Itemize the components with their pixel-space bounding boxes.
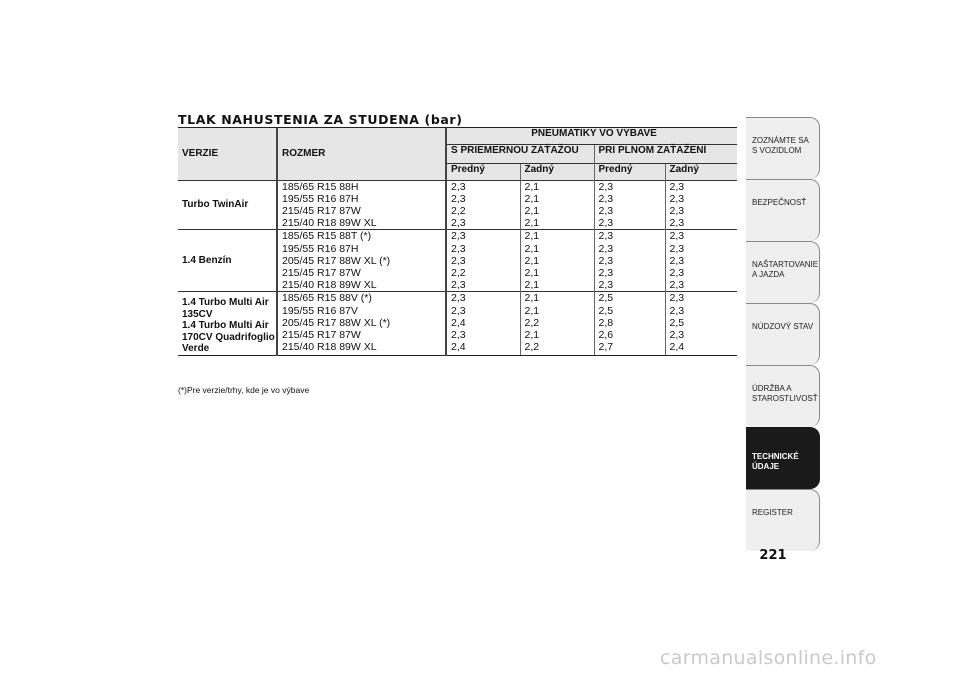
table-row xyxy=(178,180,737,230)
rear-medium-cell: 2,1 2,1 2,1 2,1 2,1 xyxy=(520,230,594,292)
front-medium-cell: 2,3 2,3 2,4 2,3 2,4 xyxy=(446,292,520,356)
rear-full-cell: 2,3 2,3 2,5 2,3 2,4 xyxy=(665,292,737,356)
rear-full-cell: 2,3 2,3 2,3 2,3 2,3 xyxy=(665,230,737,292)
front-full-cell: 2,5 2,5 2,8 2,6 2,7 xyxy=(594,292,665,356)
tab-emergency[interactable]: NÚDZOVÝ STAV xyxy=(746,303,820,365)
header-load-medium: S PRIEMERNOU ZÁŤAŽOU xyxy=(446,144,594,163)
page-title: TLAK NAHUSTENIA ZA STUDENA (bar) xyxy=(178,112,463,127)
header-version: VERZIE xyxy=(178,128,277,180)
header-load-full: PRI PLNOM ZAŤAŽENÍ xyxy=(594,144,737,163)
tab-safety[interactable]: BEZPEČNOSŤ xyxy=(746,179,820,241)
front-full-cell: 2,3 2,3 2,3 2,3 xyxy=(594,180,665,230)
tab-introduction[interactable]: ZOZNÁMTE SA S VOZIDLOM xyxy=(746,117,820,179)
table-row xyxy=(178,230,737,292)
tab-technical-data[interactable]: TECHNICKÉ ÚDAJE xyxy=(746,427,820,489)
size-cell: 185/65 R15 88T (*) 195/55 R16 87H 205/45 R17 88W XL (*) 215/45 R17 87W 215/40 R18 89W XL xyxy=(277,230,446,292)
table-row xyxy=(178,292,737,356)
size-cell: 185/65 R15 88H 195/55 R16 87H 215/45 R17 87W 215/40 R18 89W XL xyxy=(277,180,446,230)
header-front-full: Predný xyxy=(594,163,665,180)
size-cell: 185/65 R15 88V (*) 195/55 R16 87V 205/45 R17 88W XL (*) 215/45 R17 87W 215/40 R18 89W XL xyxy=(277,292,446,356)
front-medium-cell: 2,3 2,3 2,3 2,2 2,3 xyxy=(446,230,520,292)
front-medium-cell: 2,3 2,3 2,2 2,3 xyxy=(446,180,520,230)
tire-pressure-table xyxy=(178,128,737,356)
tab-index[interactable]: REGISTER xyxy=(746,489,820,551)
front-full-cell: 2,3 2,3 2,3 2,3 2,3 xyxy=(594,230,665,292)
tab-maintenance[interactable]: ÚDRŽBA A STAROSTLIVOSŤ xyxy=(746,365,820,427)
header-size: ROZMER xyxy=(277,128,446,180)
footnote: (*)Pre verzie/trhy, kde je vo výbave xyxy=(178,385,310,395)
header-equipment: PNEUMATIKY VO VÝBAVE xyxy=(446,128,737,144)
chapter-tabs xyxy=(746,117,820,551)
header-front-medium: Predný xyxy=(446,163,520,180)
header-rear-full: Zadný xyxy=(665,163,737,180)
rear-medium-cell: 2,1 2,1 2,1 2,1 xyxy=(520,180,594,230)
tab-starting-driving[interactable]: NAŠTARTOVANIE A JAZDA xyxy=(746,241,820,303)
version-cell: 1.4 Turbo Multi Air 135CV 1.4 Turbo Multi Air 170CV Quadrifoglio Verde xyxy=(178,292,277,356)
version-cell: 1.4 Benzín xyxy=(178,230,277,292)
header-rear-medium: Zadný xyxy=(520,163,594,180)
rear-full-cell: 2,3 2,3 2,3 2,3 xyxy=(665,180,737,230)
version-cell: Turbo TwinAir xyxy=(178,180,277,230)
rear-medium-cell: 2,1 2,1 2,2 2,1 2,2 xyxy=(520,292,594,356)
watermark: carmanualsonline.info xyxy=(660,647,877,669)
page-number: 221 xyxy=(759,548,787,563)
